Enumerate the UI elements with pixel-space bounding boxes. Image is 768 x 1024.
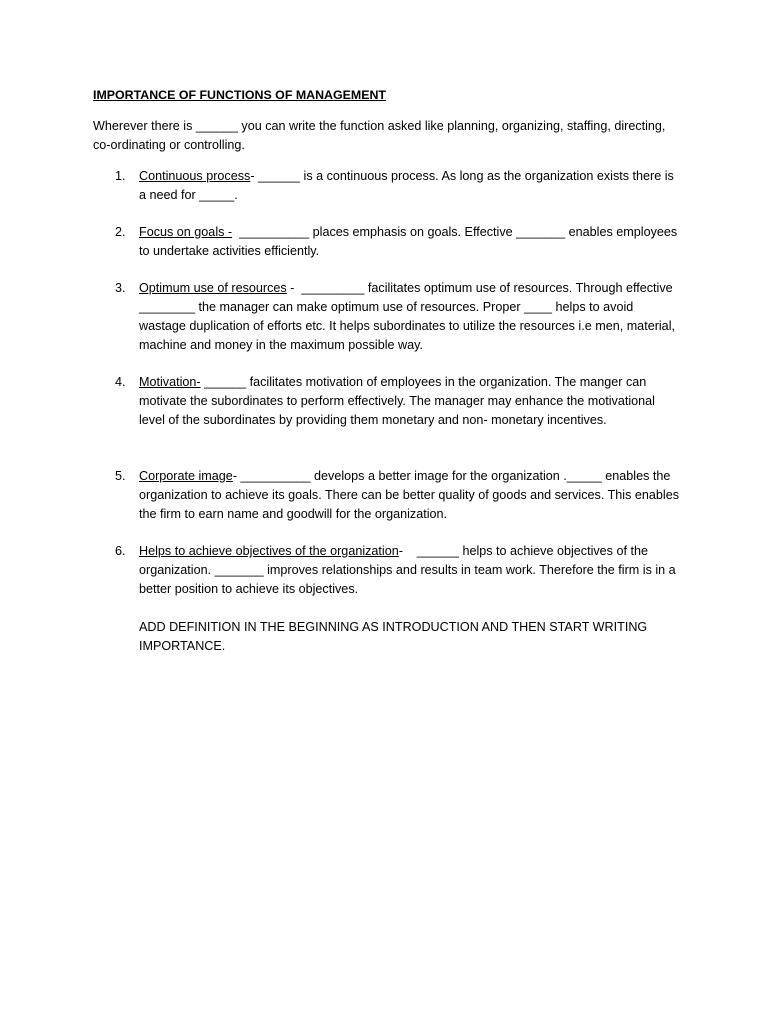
list-item-number: 2. [115, 225, 126, 239]
list-item-heading: Corporate image [139, 469, 233, 483]
list-item [115, 223, 681, 261]
list-item-number: 3. [115, 281, 126, 295]
list-item-heading: Optimum use of resources [139, 281, 287, 295]
intro-paragraph: Wherever there is ______ you can write the function asked like planning, organizing, staffing, directing, co-ordinating or controlling. [93, 119, 666, 152]
list-item [115, 279, 679, 355]
list-item-number: 5. [115, 469, 126, 483]
list-item-text: - __________ develops a better image for the organization ._____ enables the organization to achieve its goals. There can be better quality of goods and services. This enables the firm to earn name and goodwill for the organization. [139, 469, 679, 521]
list-item-number: 1. [115, 169, 126, 183]
list-item-text: ______ facilitates motivation of employees in the organization. The manger can motivate the subordinates to perform effectively. The manager may enhance the motivational level of the subordinates by providing them monetary and non- monetary incentives. [139, 375, 655, 427]
list-item-heading: Focus on goals - [139, 225, 233, 239]
list-item [115, 467, 679, 524]
list-item [115, 542, 680, 599]
list-item-text: - _________ facilitates optimum use of resources. Through effective ________ the manager can make optimum use of resources. Proper ____ helps to avoid wastage duplication of efforts etc. It helps subordinates to utilize the resources i.e men, material, machine and money in the maximum possible way. [139, 281, 679, 352]
list-item [115, 167, 679, 205]
list-item-heading: Motivation- [139, 375, 201, 389]
list-item-heading: Continuous process [139, 169, 251, 183]
list-item-heading: Helps to achieve objectives of the organization [139, 544, 399, 558]
list-item [115, 373, 679, 430]
list-item-text: - ______ is a continuous process. As long as the organization exists there is a need for _____. [139, 169, 674, 202]
list-item-text: - ______ helps to achieve objectives of the organization. _______ improves relationships and results in team work. Therefore the firm is in a better position to achieve its objectives. [139, 544, 680, 596]
list-item-number: 6. [115, 544, 126, 558]
instruction-note: ADD DEFINITION IN THE BEGINNING AS INTRODUCTION AND THEN START WRITING IMPORTANCE. [139, 620, 648, 653]
list-item-text: __________ places emphasis on goals. Effective _______ enables employees to undertake activities efficiently. [139, 225, 681, 258]
document-title: IMPORTANCE OF FUNCTIONS OF MANAGEMENT [93, 88, 387, 102]
list-item-number: 4. [115, 375, 126, 389]
